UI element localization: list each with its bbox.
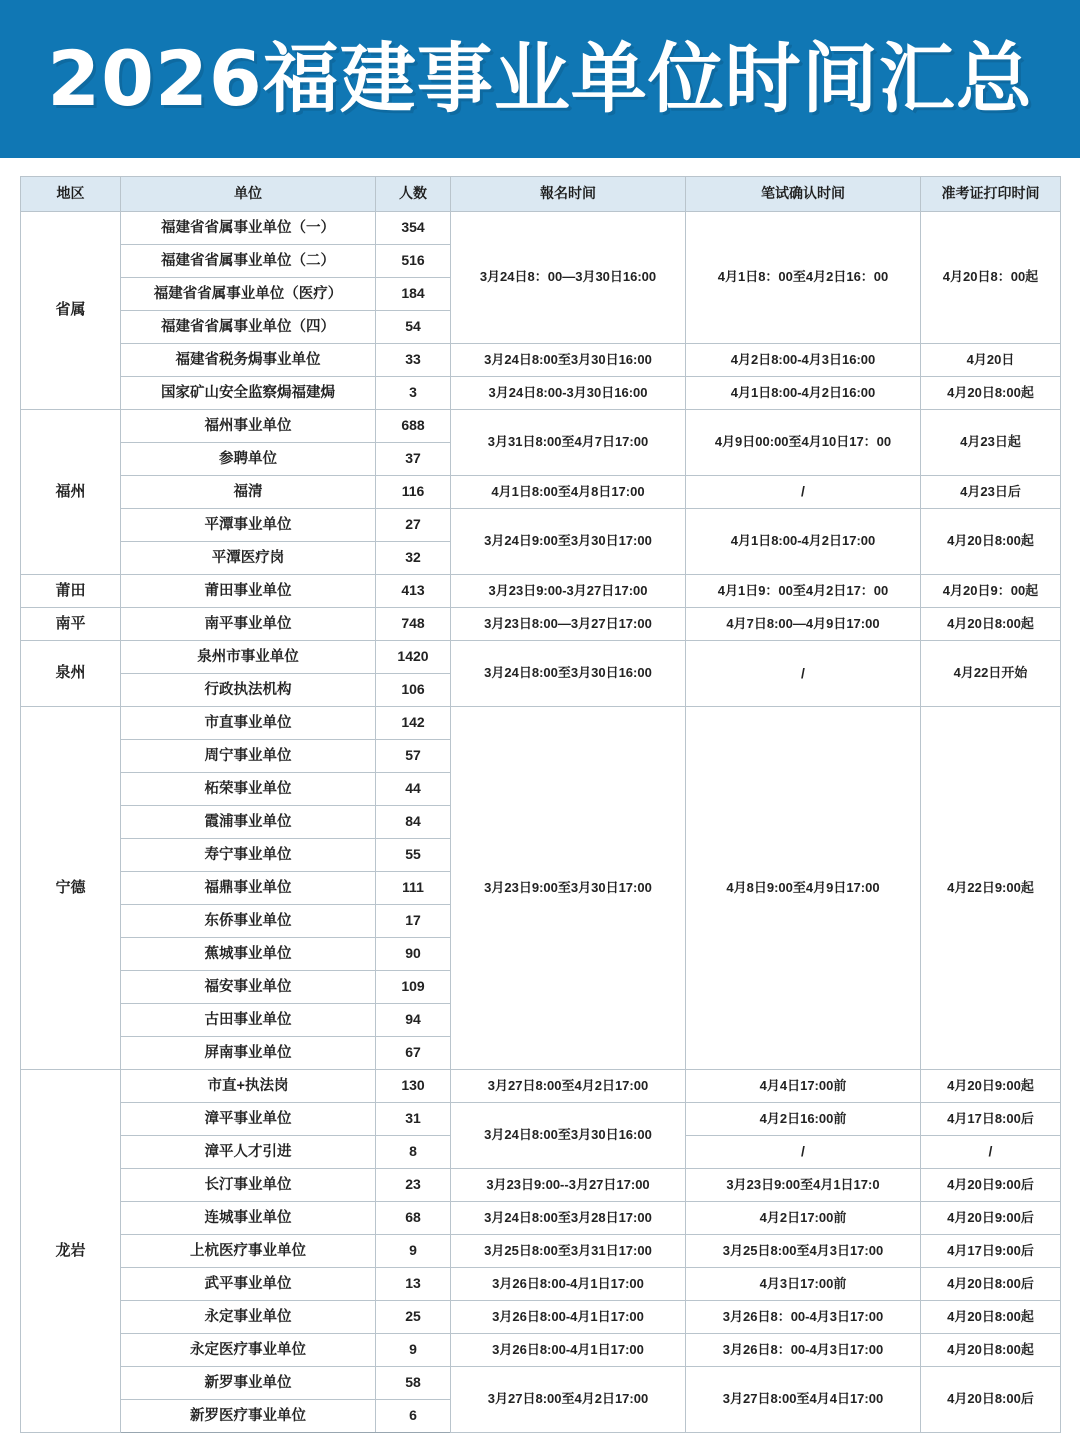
- unit-cell: 霞浦事业单位: [121, 806, 376, 839]
- region-cell: 龙岩: [21, 1070, 121, 1433]
- unit-cell: 寿宁事业单位: [121, 839, 376, 872]
- unit-cell: 永定事业单位: [121, 1301, 376, 1334]
- region-cell: 宁德: [21, 707, 121, 1070]
- confirm-cell: 3月26日8：00-4月3日17:00: [686, 1334, 921, 1367]
- count-cell: 130: [376, 1070, 451, 1103]
- unit-cell: 福建省省属事业单位（一）: [121, 212, 376, 245]
- signup-cell: 3月24日8：00—3月30日16:00: [451, 212, 686, 344]
- unit-cell: 武平事业单位: [121, 1268, 376, 1301]
- count-cell: 90: [376, 938, 451, 971]
- table-row: [21, 641, 1061, 674]
- confirm-cell: /: [686, 641, 921, 707]
- admit-cell: 4月20日8:00起: [921, 608, 1061, 641]
- table-row: [21, 377, 1061, 410]
- admit-cell: 4月23日起: [921, 410, 1061, 476]
- unit-cell: 上杭医疗事业单位: [121, 1235, 376, 1268]
- table-row: [21, 575, 1061, 608]
- admit-cell: 4月20日9:00起: [921, 1070, 1061, 1103]
- count-cell: 116: [376, 476, 451, 509]
- count-cell: 142: [376, 707, 451, 740]
- region-cell: 福州: [21, 410, 121, 575]
- table-row: [21, 476, 1061, 509]
- count-cell: 57: [376, 740, 451, 773]
- count-cell: 17: [376, 905, 451, 938]
- admit-cell: 4月22日开始: [921, 641, 1061, 707]
- unit-cell: 新罗事业单位: [121, 1367, 376, 1400]
- unit-cell: 市直事业单位: [121, 707, 376, 740]
- unit-cell: 连城事业单位: [121, 1202, 376, 1235]
- column-header-region: 地区: [21, 177, 121, 212]
- table-row: [21, 707, 1061, 740]
- signup-cell: 3月24日8:00-3月30日16:00: [451, 377, 686, 410]
- unit-cell: 福鼎事业单位: [121, 872, 376, 905]
- column-header-admit: 准考证打印时间: [921, 177, 1061, 212]
- count-cell: 58: [376, 1367, 451, 1400]
- count-cell: 3: [376, 377, 451, 410]
- signup-cell: 3月27日8:00至4月2日17:00: [451, 1367, 686, 1433]
- count-cell: 94: [376, 1004, 451, 1037]
- confirm-cell: /: [686, 476, 921, 509]
- table-row: [21, 1202, 1061, 1235]
- table-row: [21, 608, 1061, 641]
- unit-cell: 莆田事业单位: [121, 575, 376, 608]
- signup-cell: 3月23日8:00—3月27日17:00: [451, 608, 686, 641]
- count-cell: 27: [376, 509, 451, 542]
- count-cell: 748: [376, 608, 451, 641]
- signup-cell: 3月23日9:00--3月27日17:00: [451, 1169, 686, 1202]
- confirm-cell: 4月1日8：00至4月2日16：00: [686, 212, 921, 344]
- count-cell: 68: [376, 1202, 451, 1235]
- count-cell: 9: [376, 1334, 451, 1367]
- region-cell: 省属: [21, 212, 121, 410]
- column-header-confirm: 笔试确认时间: [686, 177, 921, 212]
- table-row: [21, 1334, 1061, 1367]
- signup-cell: 3月27日8:00至4月2日17:00: [451, 1070, 686, 1103]
- confirm-cell: 3月27日8:00至4月4日17:00: [686, 1367, 921, 1433]
- table-row: [21, 1301, 1061, 1334]
- confirm-cell: 3月25日8:00至4月3日17:00: [686, 1235, 921, 1268]
- count-cell: 55: [376, 839, 451, 872]
- confirm-cell: 4月9日00:00至4月10日17：00: [686, 410, 921, 476]
- admit-cell: 4月20日8:00起: [921, 377, 1061, 410]
- count-cell: 354: [376, 212, 451, 245]
- unit-cell: 福建省税务焗事业单位: [121, 344, 376, 377]
- confirm-cell: 4月7日8:00—4月9日17:00: [686, 608, 921, 641]
- confirm-cell: 4月2日16:00前: [686, 1103, 921, 1136]
- unit-cell: 长汀事业单位: [121, 1169, 376, 1202]
- count-cell: 23: [376, 1169, 451, 1202]
- column-header-unit: 单位: [121, 177, 376, 212]
- table-row: [21, 1169, 1061, 1202]
- confirm-cell: /: [686, 1136, 921, 1169]
- table-row: [21, 509, 1061, 542]
- region-cell: 南平: [21, 608, 121, 641]
- admit-cell: 4月23日后: [921, 476, 1061, 509]
- confirm-cell: 4月2日8:00-4月3日16:00: [686, 344, 921, 377]
- count-cell: 37: [376, 443, 451, 476]
- table-row: [21, 1103, 1061, 1136]
- count-cell: 9: [376, 1235, 451, 1268]
- unit-cell: 平潭医疗岗: [121, 542, 376, 575]
- count-cell: 67: [376, 1037, 451, 1070]
- unit-cell: 国家矿山安全监察焗福建焗: [121, 377, 376, 410]
- signup-cell: 3月26日8:00-4月1日17:00: [451, 1334, 686, 1367]
- count-cell: 32: [376, 542, 451, 575]
- admit-cell: 4月20日8:00后: [921, 1268, 1061, 1301]
- count-cell: 516: [376, 245, 451, 278]
- confirm-cell: 4月2日17:00前: [686, 1202, 921, 1235]
- unit-cell: 平潭事业单位: [121, 509, 376, 542]
- signup-cell: 4月1日8:00至4月8日17:00: [451, 476, 686, 509]
- count-cell: 44: [376, 773, 451, 806]
- unit-cell: 屏南事业单位: [121, 1037, 376, 1070]
- admit-cell: 4月20日8：00起: [921, 212, 1061, 344]
- table-header: [21, 177, 1061, 212]
- admit-cell: 4月20日8:00起: [921, 1334, 1061, 1367]
- count-cell: 184: [376, 278, 451, 311]
- unit-cell: 福建省省属事业单位（四）: [121, 311, 376, 344]
- unit-cell: 柘荣事业单位: [121, 773, 376, 806]
- signup-cell: 3月24日8:00至3月30日16:00: [451, 1103, 686, 1169]
- admit-cell: 4月20日8:00起: [921, 1301, 1061, 1334]
- admit-cell: 4月20日9:00后: [921, 1202, 1061, 1235]
- table-body: [21, 212, 1061, 1433]
- region-cell: 泉州: [21, 641, 121, 707]
- unit-cell: 福建省省属事业单位（二）: [121, 245, 376, 278]
- signup-cell: 3月24日8:00至3月30日16:00: [451, 641, 686, 707]
- table-row: [21, 344, 1061, 377]
- admit-cell: 4月20日9:00后: [921, 1169, 1061, 1202]
- table-row: [21, 1070, 1061, 1103]
- admit-cell: 4月22日9:00起: [921, 707, 1061, 1070]
- count-cell: 33: [376, 344, 451, 377]
- signup-cell: 3月25日8:00至3月31日17:00: [451, 1235, 686, 1268]
- count-cell: 25: [376, 1301, 451, 1334]
- unit-cell: 漳平人才引进: [121, 1136, 376, 1169]
- column-header-signup: 報名时间: [451, 177, 686, 212]
- confirm-cell: 4月4日17:00前: [686, 1070, 921, 1103]
- unit-cell: 新罗医疗事业单位: [121, 1400, 376, 1433]
- title-banner: [0, 0, 1080, 158]
- count-cell: 6: [376, 1400, 451, 1433]
- count-cell: 84: [376, 806, 451, 839]
- count-cell: 109: [376, 971, 451, 1004]
- table-row: [21, 1235, 1061, 1268]
- count-cell: 54: [376, 311, 451, 344]
- admit-cell: 4月20日9：00起: [921, 575, 1061, 608]
- table-row: [21, 1268, 1061, 1301]
- signup-cell: 3月23日9:00-3月27日17:00: [451, 575, 686, 608]
- schedule-table: [20, 176, 1061, 1433]
- admit-cell: 4月20日8:00起: [921, 509, 1061, 575]
- confirm-cell: 3月26日8：00-4月3日17:00: [686, 1301, 921, 1334]
- unit-cell: 周宁事业单位: [121, 740, 376, 773]
- confirm-cell: 4月1日8:00-4月2日16:00: [686, 377, 921, 410]
- count-cell: 1420: [376, 641, 451, 674]
- table-row: [21, 410, 1061, 443]
- unit-cell: 漳平事业单位: [121, 1103, 376, 1136]
- signup-cell: 3月26日8:00-4月1日17:00: [451, 1268, 686, 1301]
- unit-cell: 福清: [121, 476, 376, 509]
- signup-cell: 3月24日8:00至3月30日16:00: [451, 344, 686, 377]
- unit-cell: 古田事业单位: [121, 1004, 376, 1037]
- admit-cell: 4月17日9:00后: [921, 1235, 1061, 1268]
- signup-cell: 3月26日8:00-4月1日17:00: [451, 1301, 686, 1334]
- confirm-cell: 4月1日9：00至4月2日17：00: [686, 575, 921, 608]
- admit-cell: 4月20日8:00后: [921, 1367, 1061, 1433]
- header-row: [21, 177, 1061, 212]
- signup-cell: 3月31日8:00至4月7日17:00: [451, 410, 686, 476]
- confirm-cell: 4月8日9:00至4月9日17:00: [686, 707, 921, 1070]
- table-row: [21, 1367, 1061, 1400]
- signup-cell: 3月24日8:00至3月28日17:00: [451, 1202, 686, 1235]
- signup-cell: 3月24日9:00至3月30日17:00: [451, 509, 686, 575]
- unit-cell: 南平事业单位: [121, 608, 376, 641]
- count-cell: 31: [376, 1103, 451, 1136]
- count-cell: 688: [376, 410, 451, 443]
- unit-cell: 参聘单位: [121, 443, 376, 476]
- count-cell: 413: [376, 575, 451, 608]
- count-cell: 106: [376, 674, 451, 707]
- table-row: [21, 212, 1061, 245]
- unit-cell: 蕉城事业单位: [121, 938, 376, 971]
- admit-cell: 4月20日: [921, 344, 1061, 377]
- unit-cell: 福州事业单位: [121, 410, 376, 443]
- page-title: 2026福建事业单位时间汇总: [47, 34, 1033, 123]
- confirm-cell: 4月1日8:00-4月2日17:00: [686, 509, 921, 575]
- unit-cell: 福建省省属事业单位（医疗）: [121, 278, 376, 311]
- unit-cell: 永定医疗事业单位: [121, 1334, 376, 1367]
- admit-cell: 4月17日8:00后: [921, 1103, 1061, 1136]
- schedule-table-container: [0, 158, 1080, 1433]
- region-cell: 莆田: [21, 575, 121, 608]
- count-cell: 8: [376, 1136, 451, 1169]
- unit-cell: 东侨事业单位: [121, 905, 376, 938]
- confirm-cell: 4月3日17:00前: [686, 1268, 921, 1301]
- admit-cell: /: [921, 1136, 1061, 1169]
- signup-cell: 3月23日9:00至3月30日17:00: [451, 707, 686, 1070]
- column-header-count: 人数: [376, 177, 451, 212]
- unit-cell: 福安事业单位: [121, 971, 376, 1004]
- confirm-cell: 3月23日9:00至4月1日17:0: [686, 1169, 921, 1202]
- unit-cell: 行政执法机构: [121, 674, 376, 707]
- unit-cell: 泉州市事业单位: [121, 641, 376, 674]
- unit-cell: 市直+执法岗: [121, 1070, 376, 1103]
- count-cell: 111: [376, 872, 451, 905]
- count-cell: 13: [376, 1268, 451, 1301]
